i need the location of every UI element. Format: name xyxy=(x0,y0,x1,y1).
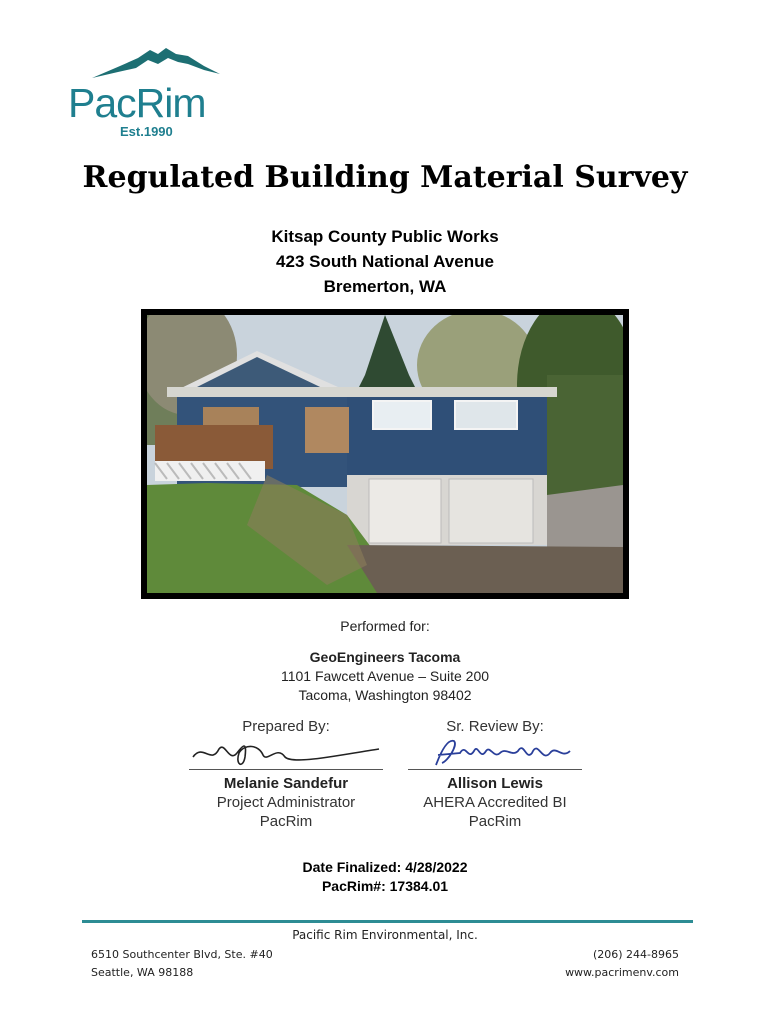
performed-for-block xyxy=(0,648,770,705)
footer-company: Pacific Rim Environmental, Inc. xyxy=(292,928,478,942)
performed-for-address-line1: 1101 Fawcett Avenue – Suite 200 xyxy=(280,668,490,684)
prepared-by-block xyxy=(181,718,391,831)
reviewed-by-label: Sr. Review By: xyxy=(446,718,544,735)
prepared-by-role: Project Administrator xyxy=(216,794,356,811)
mountain-logo-icon xyxy=(92,44,222,80)
footer-divider xyxy=(82,920,693,923)
performed-for-address-line2: Tacoma, Washington 98402 xyxy=(298,687,472,703)
company-logo xyxy=(66,44,226,144)
prepared-by-name: Melanie Sandefur xyxy=(223,775,349,792)
date-finalized: Date Finalized: 4/28/2022 xyxy=(302,859,468,875)
reviewed-by-name: Allison Lewis xyxy=(447,775,543,792)
house-photo-image xyxy=(147,315,623,593)
document-title: Regulated Building Material Survey xyxy=(82,160,688,195)
prepared-by-signature xyxy=(189,739,383,770)
logo-wordmark: PacRim xyxy=(68,80,206,126)
footer-address-line2: Seattle, WA 98188 xyxy=(91,966,194,979)
footer-address xyxy=(91,946,273,982)
footer-address-line1: 6510 Southcenter Blvd, Ste. #40 xyxy=(91,948,273,961)
footer-contact xyxy=(565,946,679,982)
report-number: PacRim#: 17384.01 xyxy=(321,878,449,894)
client-address-line1: 423 South National Avenue xyxy=(276,252,494,271)
reviewed-by-block xyxy=(400,718,590,831)
reviewed-by-company: PacRim xyxy=(468,813,522,830)
handwritten-signature-icon xyxy=(408,735,582,771)
site-photo xyxy=(141,309,629,599)
reviewed-by-signature xyxy=(408,739,582,770)
reviewed-by-role: AHERA Accredited BI xyxy=(423,794,567,811)
footer-phone: (206) 244-8965 xyxy=(592,948,679,961)
client-block xyxy=(0,224,770,299)
performed-for-company: GeoEngineers Tacoma xyxy=(309,649,461,665)
footer-website: www.pacrimenv.com xyxy=(565,966,679,979)
logo-established: Est.1990 xyxy=(120,124,173,139)
prepared-by-label: Prepared By: xyxy=(242,718,330,735)
handwritten-signature-icon xyxy=(189,735,383,771)
performed-for-label: Performed for: xyxy=(340,618,430,634)
report-info xyxy=(0,858,770,896)
prepared-by-company: PacRim xyxy=(259,813,313,830)
client-address-line2: Bremerton, WA xyxy=(323,277,447,296)
client-name: Kitsap County Public Works xyxy=(271,227,499,246)
